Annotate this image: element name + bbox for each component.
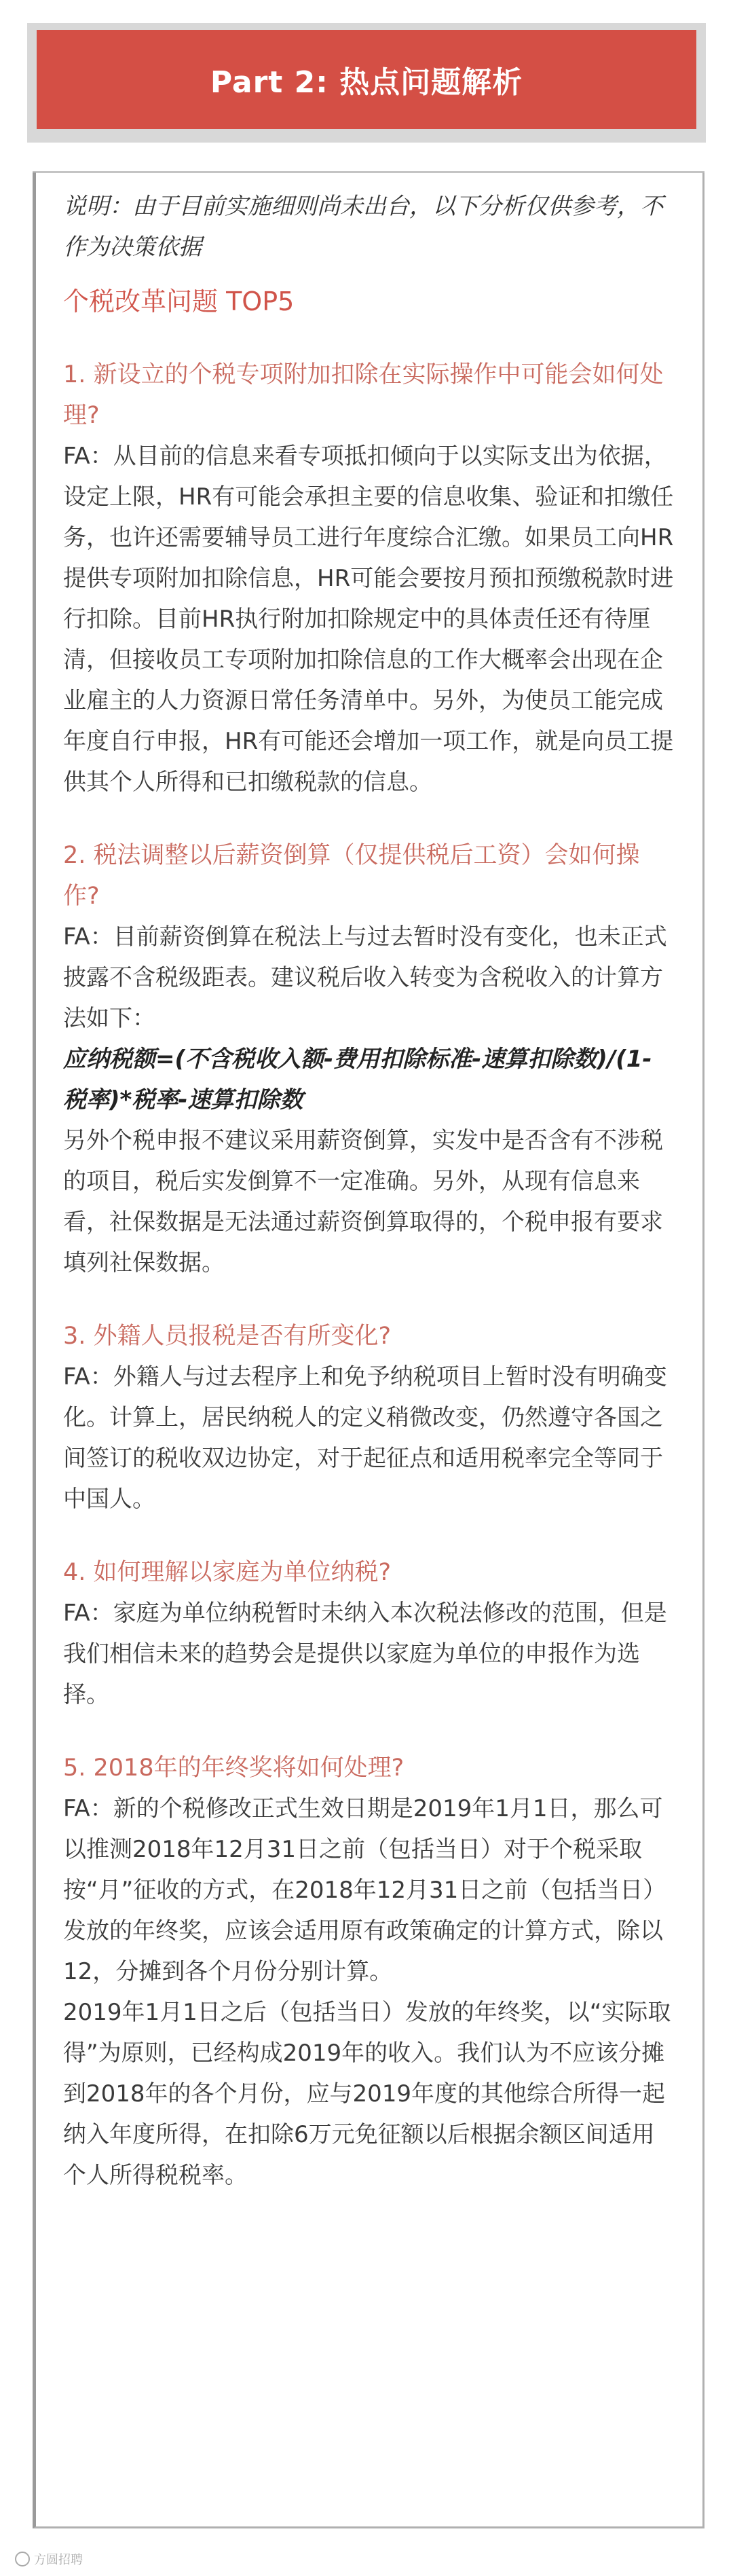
content-box — [33, 172, 704, 2528]
answer-4: FA：家庭为单位纳税暂时未纳入本次税法修改的范围，但是我们相信未来的趋势会是提供以家庭为单位的申报作为选择。 — [63, 1600, 667, 1708]
answer-3: FA：外籍人与过去程序上和免予纳税项目上暂时没有明确变化。计算上，居民纳税人的定义稍微改变，仍然遵守各国之间签订的税收双边协定，对于起征点和适用税率完全等同于中国人。 — [63, 1363, 667, 1513]
page-title: Part 2: 热点问题解析 — [210, 65, 523, 100]
article-body — [63, 186, 674, 2196]
section-banner — [27, 23, 706, 143]
answer-2: FA：目前薪资倒算在税法上与过去暂时没有变化，也未正式披露不含税级距表。建议税后收入转变为含税收入的计算方法如下： — [63, 923, 667, 1032]
watermark-text: 方圆招聘 — [34, 2553, 83, 2567]
answer-5: FA：新的个税修改正式生效日期是2019年1月1日，那么可以推测2018年12月31日之前（包括当日）对于个税采取按“月”征收的方式，在2018年12月31日之前（包括当日）发放的年终奖，应该会适用原有政策确定的计算方式，除以12，分摊到各个月份分别计算。 — [63, 1795, 666, 1985]
question-3: 3. 外籍人员报税是否有所变化? — [63, 1323, 392, 1350]
watermark — [15, 2550, 83, 2568]
section-title: 个税改革问题 TOP5 — [63, 287, 295, 316]
question-2: 2. 税法调整以后薪资倒算（仅提供税后工资）会如何操作? — [63, 842, 640, 910]
question-1: 1. 新设立的个税专项附加扣除在实际操作中可能会如何处理? — [63, 361, 664, 429]
watermark-logo-icon — [15, 2552, 30, 2566]
banner-bar — [37, 30, 696, 129]
question-4: 4. 如何理解以家庭为单位纳税? — [63, 1559, 392, 1586]
answer-5-continued: 2019年1月1日之后（包括当日）发放的年终奖，以“实际取得”为原则，已经构成2019年的收入。我们认为不应该分摊到2018年的各个月份，应与2019年度的其他综合所得一起纳入年度所得，在扣除6万元免征额以后根据余额区间适用个人所得税税率。 — [63, 1999, 671, 2189]
question-5: 5. 2018年的年终奖将如何处理? — [63, 1754, 405, 1782]
tax-formula: 应纳税额=(不含税收入额-费用扣除标准-速算扣除数)/(1-税率)*税率-速算扣除数 — [63, 1046, 652, 1114]
answer-2-continued: 另外个税申报不建议采用薪资倒算，实发中是否含有不涉税的项目，税后实发倒算不一定准确。另外，从现有信息来看，社保数据是无法通过薪资倒算取得的，个税申报有要求填列社保数据。 — [63, 1127, 663, 1276]
answer-1: FA：从目前的信息来看专项抵扣倾向于以实际支出为依据，设定上限，HR有可能会承担主要的信息收集、验证和扣缴任务，也许还需要辅导员工进行年度综合汇缴。如果员工向HR提供专项附加扣除信息，HR可能会要按月预扣预缴税款时进行扣除。目前HR执行附加扣除规定中的具体责任还有待厘清，但接收员工专项附加扣除信息的工作大概率会出现在企业雇主的人力资源日常任务清单中。另外，为使员工能完成年度自行申报，HR有可能还会增加一项工作，就是向员工提供其个人所得和已扣缴税款的信息。 — [63, 443, 674, 796]
disclaimer-note: 说明：由于目前实施细则尚未出台，以下分析仅供参考，不作为决策依据 — [63, 193, 663, 261]
